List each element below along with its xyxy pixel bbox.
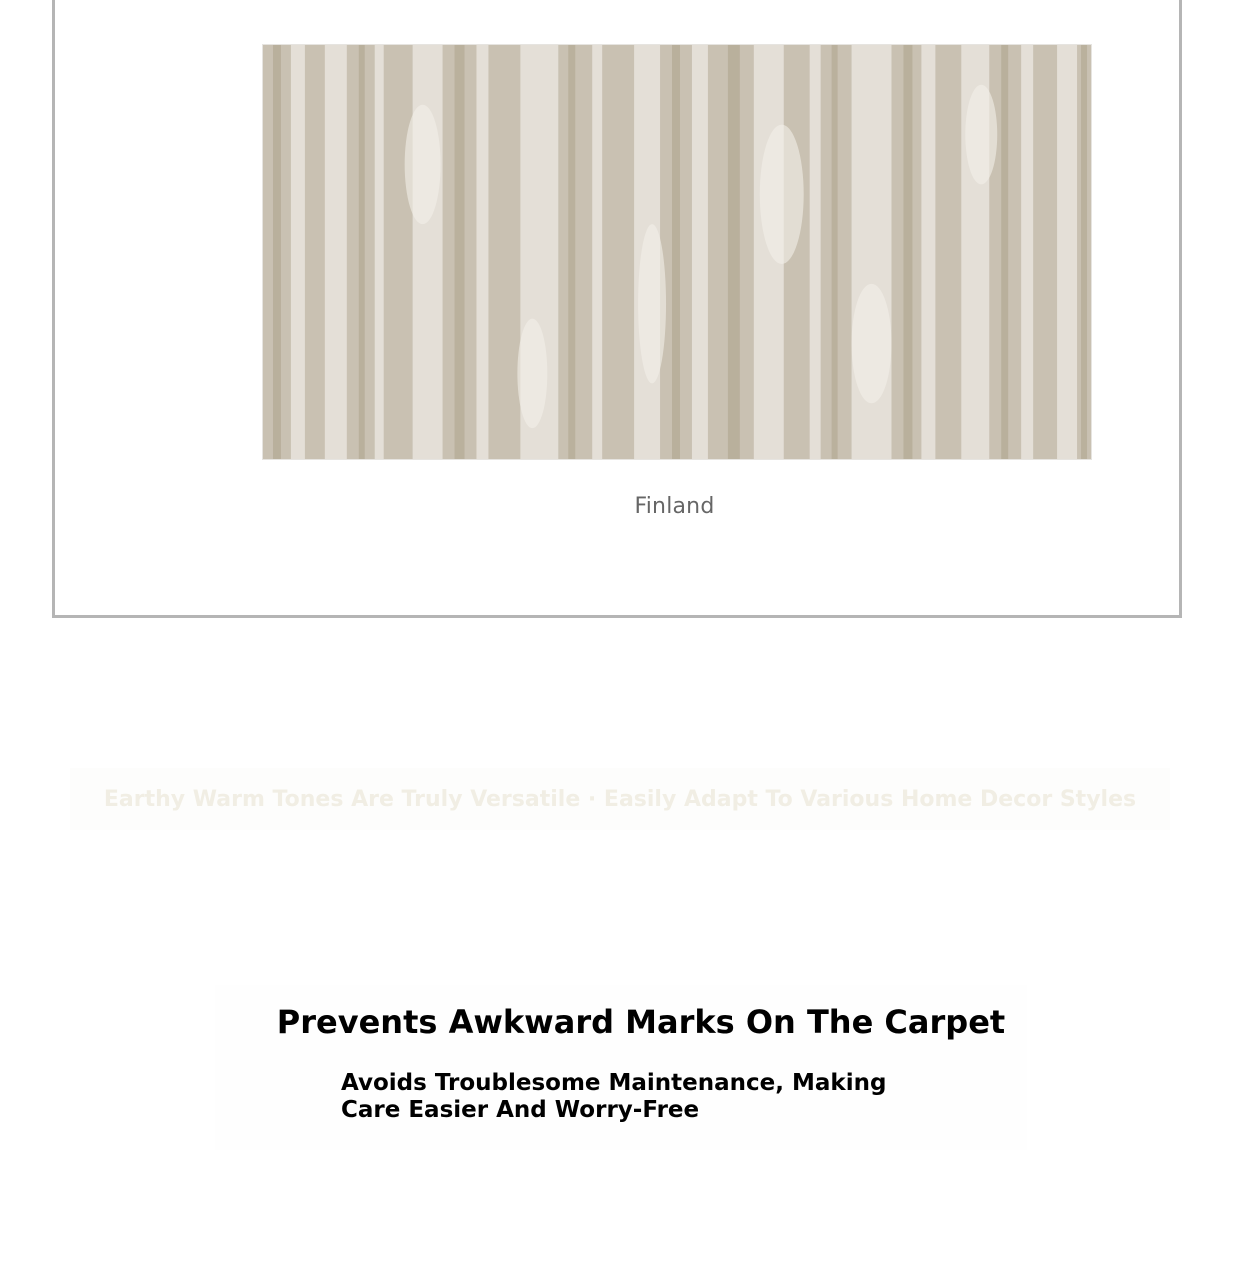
tagline-band xyxy=(70,768,1170,830)
product-name[interactable]: Finland xyxy=(634,494,715,519)
feature-subtitle: Avoids Troublesome Maintenance, Making Care Easier And Worry-Free xyxy=(341,1070,887,1123)
rug-product-image[interactable] xyxy=(262,44,1092,460)
rug-pattern-icon xyxy=(263,45,1091,459)
tagline-text: Earthy Warm Tones Are Truly Versatile · Easily Adapt To Various Home Decor Styles xyxy=(103,786,1137,812)
feature-title: Prevents Awkward Marks On The Carpet xyxy=(276,1003,1006,1041)
product-card[interactable] xyxy=(52,0,1182,618)
